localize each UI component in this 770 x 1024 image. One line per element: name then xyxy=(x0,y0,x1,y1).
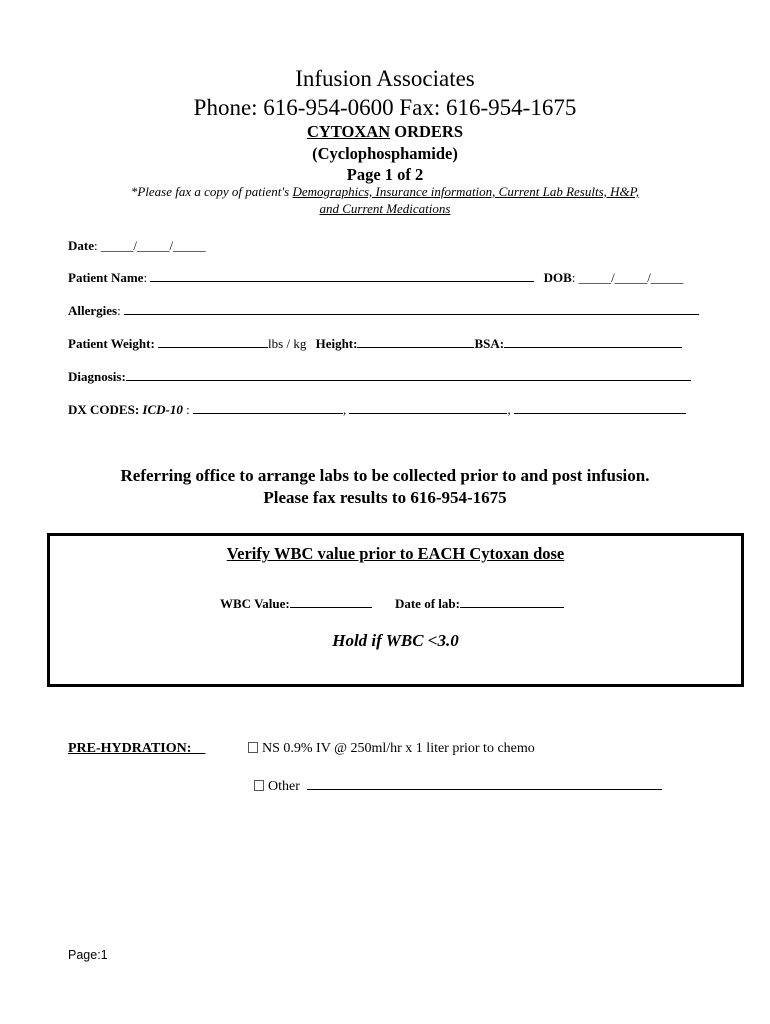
date-row xyxy=(68,238,206,254)
other-field[interactable] xyxy=(307,778,662,790)
wbc-verification-box xyxy=(47,533,744,687)
other-checkbox[interactable] xyxy=(254,780,264,791)
labs-instruction: Referring office to arrange labs to be collected prior to and post infusion. xyxy=(120,466,650,485)
date-field[interactable]: : _____/_____/_____ xyxy=(94,238,206,253)
lab-date-field[interactable] xyxy=(460,596,564,608)
allergies-field[interactable] xyxy=(124,303,699,315)
dx-codes-row xyxy=(68,402,686,418)
dx-icd-label: ICD-10 xyxy=(142,402,183,417)
weight-unit: lbs / kg xyxy=(268,336,307,351)
dx-colon: : xyxy=(182,402,190,417)
bsa-field[interactable] xyxy=(504,336,682,348)
bsa-label: BSA: xyxy=(474,336,505,351)
ns-option-label: NS 0.9% IV @ 250ml/hr x 1 liter prior to chemo xyxy=(262,741,535,756)
prehydration-option-other xyxy=(254,778,662,795)
height-field[interactable] xyxy=(357,336,474,348)
wbc-box-title: Verify WBC value prior to EACH Cytoxan dose xyxy=(226,544,565,563)
other-option-label: Other xyxy=(268,779,300,794)
dx-codes-label: DX CODES: xyxy=(68,402,140,417)
allergies-colon: : xyxy=(117,303,121,318)
height-label: Height: xyxy=(315,336,358,351)
dob-label: DOB xyxy=(543,270,572,285)
dx-comma-2: , xyxy=(507,402,511,417)
patient-name-row xyxy=(68,270,683,286)
patient-name-field[interactable] xyxy=(150,270,534,282)
dx-code-2-field[interactable] xyxy=(349,402,507,414)
patient-name-colon: : xyxy=(143,270,148,285)
form-title-orders: ORDERS xyxy=(390,122,463,141)
dx-code-3-field[interactable] xyxy=(514,402,686,414)
weight-field[interactable] xyxy=(158,336,268,348)
diagnosis-row xyxy=(68,369,691,385)
form-title-drug: CYTOXAN xyxy=(306,122,391,141)
lab-date-label: Date of lab: xyxy=(394,596,460,611)
contact-phone-fax: Phone: 616-954-0600 Fax: 616-954-1675 xyxy=(193,95,577,120)
fax-instructions-prefix: *Please fax a copy of patient's xyxy=(130,184,293,199)
drug-generic-name: (Cyclophosphamide) xyxy=(312,144,458,163)
labs-fax-instruction: Please fax results to 616-954-1675 xyxy=(263,488,507,507)
dob-field[interactable]: : _____/_____/_____ xyxy=(571,270,684,285)
prehydration-option-ns xyxy=(248,741,535,757)
allergies-label: Allergies xyxy=(68,303,118,318)
wbc-hold-instruction: Hold if WBC <3.0 xyxy=(332,631,459,650)
form-title xyxy=(0,122,770,142)
dx-comma-1: , xyxy=(342,402,347,417)
wbc-value-field[interactable] xyxy=(290,596,372,608)
weight-height-bsa-row xyxy=(68,336,682,352)
wbc-value-label: WBC Value: xyxy=(220,596,290,611)
date-label: Date xyxy=(68,238,94,253)
diagnosis-field[interactable] xyxy=(126,369,691,381)
weight-label: Patient Weight: xyxy=(68,336,155,351)
fax-instructions-docs-cont: and Current Medications xyxy=(319,201,451,216)
page-number: Page:1 xyxy=(68,948,108,962)
dx-code-1-field[interactable] xyxy=(193,402,343,414)
prehydration-label: PRE-HYDRATION: xyxy=(68,741,206,756)
fax-instructions-cont xyxy=(0,201,770,217)
diagnosis-label: Diagnosis: xyxy=(68,369,126,384)
ns-checkbox[interactable] xyxy=(248,742,258,753)
wbc-fields-row xyxy=(220,596,564,612)
fax-instructions-docs: Demographics, Insurance information, Current Lab Results, H&P, xyxy=(292,184,640,199)
page-count: Page 1 of 2 xyxy=(346,165,424,184)
fax-instructions xyxy=(0,184,770,200)
organization-name: Infusion Associates xyxy=(295,66,475,91)
allergies-row xyxy=(68,303,699,319)
patient-name-label: Patient Name xyxy=(68,270,144,285)
